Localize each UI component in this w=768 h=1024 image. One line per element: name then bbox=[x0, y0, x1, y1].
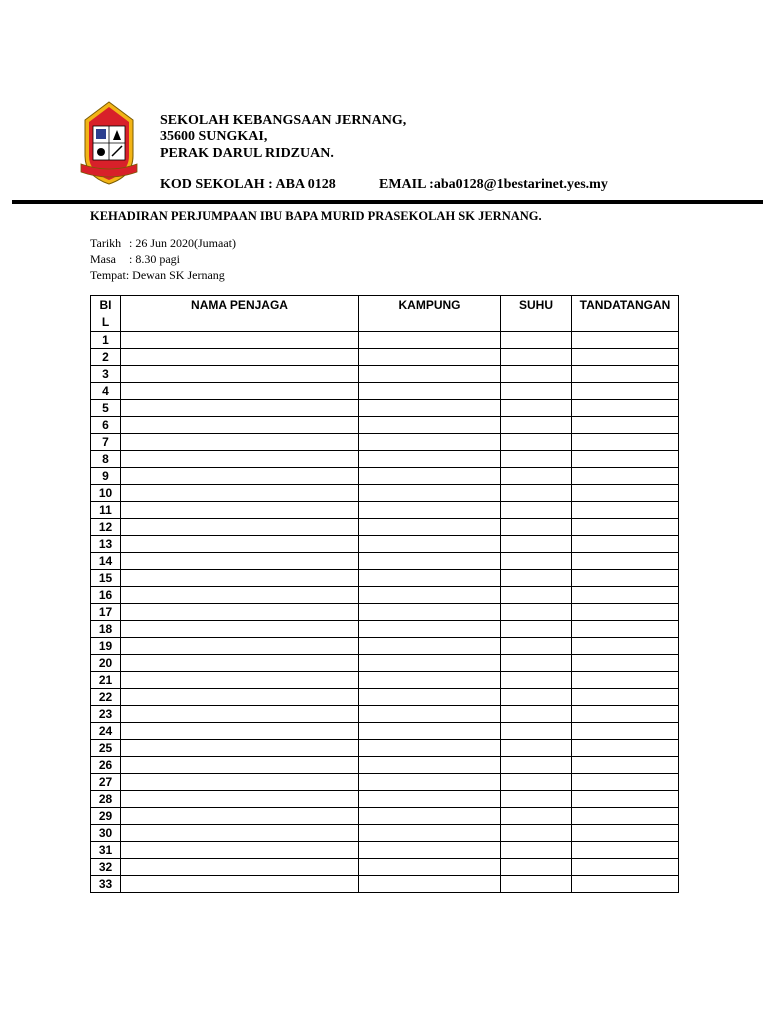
signature-cell[interactable] bbox=[572, 332, 679, 349]
suhu-cell[interactable] bbox=[501, 553, 572, 570]
suhu-cell[interactable] bbox=[501, 740, 572, 757]
suhu-cell[interactable] bbox=[501, 349, 572, 366]
table-row bbox=[91, 553, 679, 570]
row-number: 27 bbox=[91, 774, 121, 791]
suhu-cell[interactable] bbox=[501, 434, 572, 451]
table-row bbox=[91, 774, 679, 791]
name-cell[interactable] bbox=[121, 638, 359, 655]
column-header-suhu: SUHU bbox=[501, 296, 572, 332]
table-row bbox=[91, 706, 679, 723]
kampung-cell[interactable] bbox=[359, 740, 501, 757]
row-number: 8 bbox=[91, 451, 121, 468]
table-row bbox=[91, 723, 679, 740]
kampung-cell[interactable] bbox=[359, 400, 501, 417]
signature-cell[interactable] bbox=[572, 434, 679, 451]
row-number: 10 bbox=[91, 485, 121, 502]
time-line bbox=[90, 252, 180, 267]
table-row bbox=[91, 485, 679, 502]
signature-cell[interactable] bbox=[572, 740, 679, 757]
table-body bbox=[91, 332, 679, 893]
suhu-cell[interactable] bbox=[501, 808, 572, 825]
suhu-cell[interactable] bbox=[501, 604, 572, 621]
row-number: 4 bbox=[91, 383, 121, 400]
row-number: 26 bbox=[91, 757, 121, 774]
signature-cell[interactable] bbox=[572, 417, 679, 434]
row-number: 33 bbox=[91, 876, 121, 893]
kampung-cell[interactable] bbox=[359, 706, 501, 723]
kampung-cell[interactable] bbox=[359, 621, 501, 638]
name-cell[interactable] bbox=[121, 706, 359, 723]
kampung-cell[interactable] bbox=[359, 485, 501, 502]
row-number: 9 bbox=[91, 468, 121, 485]
table-row bbox=[91, 349, 679, 366]
row-number: 29 bbox=[91, 808, 121, 825]
row-number: 21 bbox=[91, 672, 121, 689]
row-number: 16 bbox=[91, 587, 121, 604]
kampung-cell[interactable] bbox=[359, 553, 501, 570]
venue-line: Tempat: Dewan SK Jernang bbox=[90, 268, 225, 282]
name-cell[interactable] bbox=[121, 604, 359, 621]
row-number: 32 bbox=[91, 859, 121, 876]
name-cell[interactable] bbox=[121, 689, 359, 706]
signature-cell[interactable] bbox=[572, 553, 679, 570]
kampung-cell[interactable] bbox=[359, 774, 501, 791]
name-cell[interactable] bbox=[121, 451, 359, 468]
row-number: 7 bbox=[91, 434, 121, 451]
table-row bbox=[91, 604, 679, 621]
suhu-cell[interactable] bbox=[501, 366, 572, 383]
signature-cell[interactable] bbox=[572, 791, 679, 808]
row-number: 11 bbox=[91, 502, 121, 519]
name-cell[interactable] bbox=[121, 536, 359, 553]
kampung-cell[interactable] bbox=[359, 876, 501, 893]
address-line-2: PERAK DARUL RIDZUAN. bbox=[160, 146, 334, 161]
table-row bbox=[91, 417, 679, 434]
row-number: 19 bbox=[91, 638, 121, 655]
table-row bbox=[91, 383, 679, 400]
table-row bbox=[91, 791, 679, 808]
name-cell[interactable] bbox=[121, 383, 359, 400]
signature-cell[interactable] bbox=[572, 825, 679, 842]
signature-cell[interactable] bbox=[572, 519, 679, 536]
time-label: Masa bbox=[90, 252, 116, 266]
name-cell[interactable] bbox=[121, 468, 359, 485]
suhu-cell[interactable] bbox=[501, 519, 572, 536]
name-cell[interactable] bbox=[121, 655, 359, 672]
signature-cell[interactable] bbox=[572, 723, 679, 740]
signature-cell[interactable] bbox=[572, 859, 679, 876]
suhu-cell[interactable] bbox=[501, 876, 572, 893]
name-cell[interactable] bbox=[121, 434, 359, 451]
signature-cell[interactable] bbox=[572, 757, 679, 774]
table-row bbox=[91, 502, 679, 519]
row-number: 13 bbox=[91, 536, 121, 553]
suhu-cell[interactable] bbox=[501, 689, 572, 706]
table-row bbox=[91, 655, 679, 672]
suhu-cell[interactable] bbox=[501, 672, 572, 689]
row-number: 2 bbox=[91, 349, 121, 366]
suhu-cell[interactable] bbox=[501, 774, 572, 791]
table-row bbox=[91, 536, 679, 553]
table-row bbox=[91, 468, 679, 485]
kampung-cell[interactable] bbox=[359, 842, 501, 859]
suhu-cell[interactable] bbox=[501, 842, 572, 859]
kampung-cell[interactable] bbox=[359, 638, 501, 655]
suhu-cell[interactable] bbox=[501, 400, 572, 417]
table-header-row bbox=[91, 296, 679, 332]
column-header-tandatangan: TANDATANGAN bbox=[572, 296, 679, 332]
school-crest-logo bbox=[77, 96, 141, 192]
name-cell[interactable] bbox=[121, 621, 359, 638]
table-row bbox=[91, 366, 679, 383]
kampung-cell[interactable] bbox=[359, 383, 501, 400]
kampung-cell[interactable] bbox=[359, 519, 501, 536]
kampung-cell[interactable] bbox=[359, 604, 501, 621]
column-header-bil bbox=[91, 296, 121, 332]
school-code: KOD SEKOLAH : ABA 0128 bbox=[160, 177, 336, 192]
name-cell[interactable] bbox=[121, 723, 359, 740]
signature-cell[interactable] bbox=[572, 349, 679, 366]
table-row bbox=[91, 434, 679, 451]
signature-cell[interactable] bbox=[572, 876, 679, 893]
kampung-cell[interactable] bbox=[359, 655, 501, 672]
signature-cell[interactable] bbox=[572, 383, 679, 400]
signature-cell[interactable] bbox=[572, 842, 679, 859]
signature-cell[interactable] bbox=[572, 570, 679, 587]
suhu-cell[interactable] bbox=[501, 485, 572, 502]
signature-cell[interactable] bbox=[572, 366, 679, 383]
row-number: 25 bbox=[91, 740, 121, 757]
name-cell[interactable] bbox=[121, 842, 359, 859]
row-number: 14 bbox=[91, 553, 121, 570]
kampung-cell[interactable] bbox=[359, 349, 501, 366]
name-cell[interactable] bbox=[121, 876, 359, 893]
kampung-cell[interactable] bbox=[359, 808, 501, 825]
table-row bbox=[91, 621, 679, 638]
row-number: 5 bbox=[91, 400, 121, 417]
row-number: 22 bbox=[91, 689, 121, 706]
name-cell[interactable] bbox=[121, 672, 359, 689]
kampung-cell[interactable] bbox=[359, 587, 501, 604]
column-header-nama-penjaga: NAMA PENJAGA bbox=[121, 296, 359, 332]
table-row bbox=[91, 672, 679, 689]
suhu-cell[interactable] bbox=[501, 825, 572, 842]
name-cell[interactable] bbox=[121, 400, 359, 417]
suhu-cell[interactable] bbox=[501, 859, 572, 876]
table-row bbox=[91, 638, 679, 655]
signature-cell[interactable] bbox=[572, 689, 679, 706]
bil-header-top: BI bbox=[99, 298, 112, 312]
kampung-cell[interactable] bbox=[359, 536, 501, 553]
suhu-cell[interactable] bbox=[501, 723, 572, 740]
table-row bbox=[91, 451, 679, 468]
table-row bbox=[91, 570, 679, 587]
time-value: : 8.30 pagi bbox=[129, 252, 180, 266]
signature-cell[interactable] bbox=[572, 468, 679, 485]
row-number: 30 bbox=[91, 825, 121, 842]
table-row bbox=[91, 842, 679, 859]
table-row bbox=[91, 689, 679, 706]
suhu-cell[interactable] bbox=[501, 570, 572, 587]
row-number: 18 bbox=[91, 621, 121, 638]
table-row bbox=[91, 519, 679, 536]
date-value: : 26 Jun 2020(Jumaat) bbox=[129, 236, 236, 250]
suhu-cell[interactable] bbox=[501, 791, 572, 808]
suhu-cell[interactable] bbox=[501, 706, 572, 723]
date-label: Tarikh bbox=[90, 236, 122, 250]
kampung-cell[interactable] bbox=[359, 723, 501, 740]
name-cell[interactable] bbox=[121, 825, 359, 842]
attendance-table bbox=[90, 295, 679, 893]
row-number: 31 bbox=[91, 842, 121, 859]
name-cell[interactable] bbox=[121, 502, 359, 519]
row-number: 24 bbox=[91, 723, 121, 740]
signature-cell[interactable] bbox=[572, 502, 679, 519]
signature-cell[interactable] bbox=[572, 621, 679, 638]
signature-cell[interactable] bbox=[572, 604, 679, 621]
row-number: 17 bbox=[91, 604, 121, 621]
suhu-cell[interactable] bbox=[501, 587, 572, 604]
school-name: SEKOLAH KEBANGSAAN JERNANG, bbox=[160, 113, 407, 128]
date-line bbox=[90, 236, 236, 251]
kampung-cell[interactable] bbox=[359, 791, 501, 808]
name-cell[interactable] bbox=[121, 808, 359, 825]
table-row bbox=[91, 332, 679, 349]
suhu-cell[interactable] bbox=[501, 655, 572, 672]
table-row bbox=[91, 859, 679, 876]
table-row bbox=[91, 757, 679, 774]
kampung-cell[interactable] bbox=[359, 417, 501, 434]
name-cell[interactable] bbox=[121, 757, 359, 774]
signature-cell[interactable] bbox=[572, 485, 679, 502]
suhu-cell[interactable] bbox=[501, 757, 572, 774]
school-email: EMAIL :aba0128@1bestarinet.yes.my bbox=[379, 177, 608, 192]
header-divider bbox=[12, 200, 763, 204]
kampung-cell[interactable] bbox=[359, 859, 501, 876]
signature-cell[interactable] bbox=[572, 451, 679, 468]
name-cell[interactable] bbox=[121, 587, 359, 604]
suhu-cell[interactable] bbox=[501, 417, 572, 434]
signature-cell[interactable] bbox=[572, 672, 679, 689]
address-line-1: 35600 SUNGKAI, bbox=[160, 129, 268, 144]
suhu-cell[interactable] bbox=[501, 332, 572, 349]
row-number: 3 bbox=[91, 366, 121, 383]
row-number: 1 bbox=[91, 332, 121, 349]
suhu-cell[interactable] bbox=[501, 621, 572, 638]
kampung-cell[interactable] bbox=[359, 672, 501, 689]
row-number: 6 bbox=[91, 417, 121, 434]
name-cell[interactable] bbox=[121, 774, 359, 791]
suhu-cell[interactable] bbox=[501, 383, 572, 400]
name-cell[interactable] bbox=[121, 417, 359, 434]
name-cell[interactable] bbox=[121, 519, 359, 536]
kampung-cell[interactable] bbox=[359, 332, 501, 349]
name-cell[interactable] bbox=[121, 791, 359, 808]
signature-cell[interactable] bbox=[572, 536, 679, 553]
name-cell[interactable] bbox=[121, 485, 359, 502]
column-header-kampung: KAMPUNG bbox=[359, 296, 501, 332]
suhu-cell[interactable] bbox=[501, 638, 572, 655]
kampung-cell[interactable] bbox=[359, 502, 501, 519]
table-row bbox=[91, 400, 679, 417]
name-cell[interactable] bbox=[121, 859, 359, 876]
row-number: 20 bbox=[91, 655, 121, 672]
name-cell[interactable] bbox=[121, 553, 359, 570]
signature-cell[interactable] bbox=[572, 587, 679, 604]
table-row bbox=[91, 808, 679, 825]
document-title: KEHADIRAN PERJUMPAAN IBU BAPA MURID PRASEKOLAH SK JERNANG. bbox=[90, 209, 542, 223]
signature-cell[interactable] bbox=[572, 638, 679, 655]
table-row bbox=[91, 876, 679, 893]
name-cell[interactable] bbox=[121, 349, 359, 366]
table-row bbox=[91, 825, 679, 842]
signature-cell[interactable] bbox=[572, 400, 679, 417]
row-number: 15 bbox=[91, 570, 121, 587]
kampung-cell[interactable] bbox=[359, 757, 501, 774]
table-row bbox=[91, 587, 679, 604]
row-number: 12 bbox=[91, 519, 121, 536]
table-row bbox=[91, 740, 679, 757]
row-number: 28 bbox=[91, 791, 121, 808]
suhu-cell[interactable] bbox=[501, 451, 572, 468]
name-cell[interactable] bbox=[121, 366, 359, 383]
suhu-cell[interactable] bbox=[501, 502, 572, 519]
name-cell[interactable] bbox=[121, 332, 359, 349]
signature-cell[interactable] bbox=[572, 655, 679, 672]
kampung-cell[interactable] bbox=[359, 434, 501, 451]
name-cell[interactable] bbox=[121, 740, 359, 757]
kampung-cell[interactable] bbox=[359, 689, 501, 706]
kampung-cell[interactable] bbox=[359, 825, 501, 842]
kampung-cell[interactable] bbox=[359, 468, 501, 485]
signature-cell[interactable] bbox=[572, 706, 679, 723]
bil-header-bottom: L bbox=[101, 315, 110, 329]
kampung-cell[interactable] bbox=[359, 366, 501, 383]
signature-cell[interactable] bbox=[572, 808, 679, 825]
suhu-cell[interactable] bbox=[501, 536, 572, 553]
row-number: 23 bbox=[91, 706, 121, 723]
signature-cell[interactable] bbox=[572, 774, 679, 791]
kampung-cell[interactable] bbox=[359, 570, 501, 587]
kampung-cell[interactable] bbox=[359, 451, 501, 468]
suhu-cell[interactable] bbox=[501, 468, 572, 485]
name-cell[interactable] bbox=[121, 570, 359, 587]
